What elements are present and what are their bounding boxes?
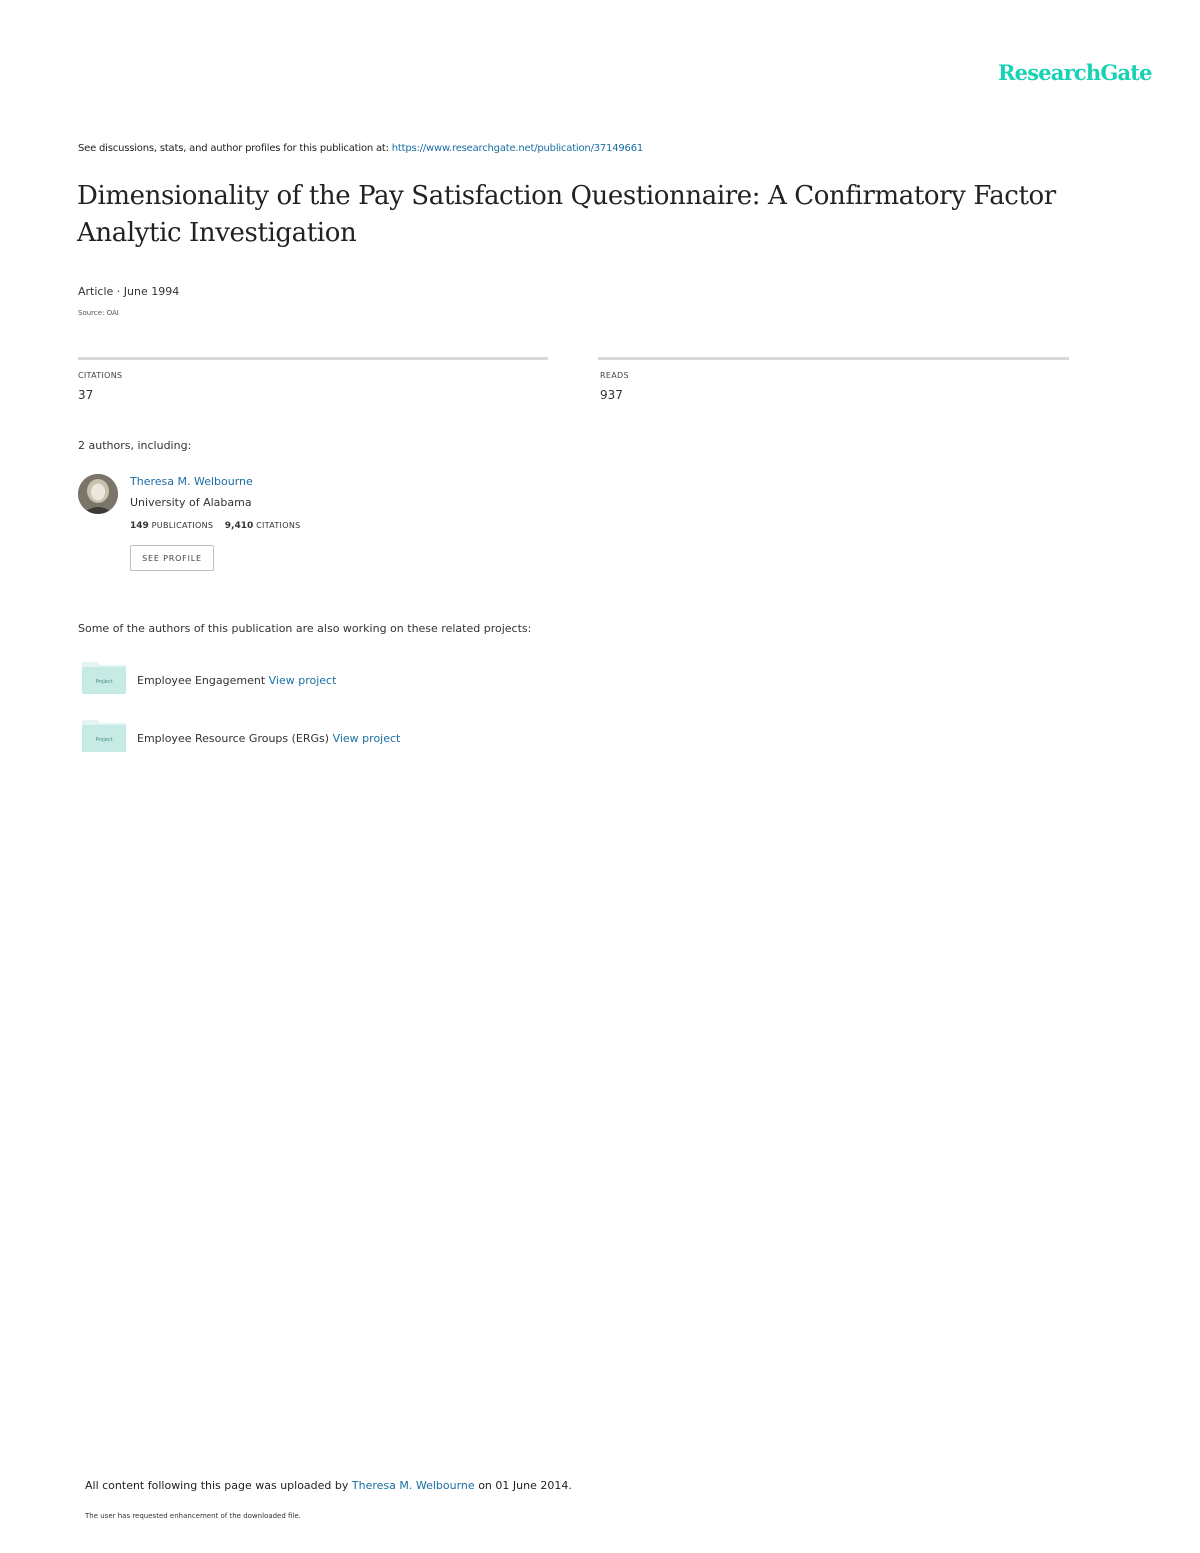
project-item [137,732,400,745]
reads-value: 937 [600,388,623,402]
author-institution: University of Alabama [130,496,252,509]
enhancement-note: The user has requested enhancement of the downloaded file. [85,1512,301,1520]
project-icon-label: Project [95,679,113,685]
see-discussions-text: See discussions, stats, and author profiles for this publication at: [78,143,389,154]
upload-prefix: All content following this page was uploaded by [85,1479,349,1492]
see-profile-button[interactable]: SEE PROFILE [130,545,214,571]
author-publications-label: PUBLICATIONS [151,521,214,530]
view-project-link[interactable]: View project [332,732,401,745]
citations-label: CITATIONS [78,371,123,380]
author-avatar[interactable] [78,474,118,514]
author-name-link[interactable]: Theresa M. Welbourne [130,475,253,488]
author-citations-count: 9,410 [224,521,254,531]
project-name: Employee Resource Groups (ERGs) [137,732,330,745]
publication-url-link[interactable]: https://www.researchgate.net/publication/37149661 [391,143,644,154]
project-item [137,674,336,687]
publication-source: Source: OAI [78,309,119,317]
projects-heading: Some of the authors of this publication are also working on these related projects: [78,622,532,635]
upload-notice [85,1479,572,1492]
project-folder-icon[interactable] [82,660,126,698]
authors-heading: 2 authors, including: [78,439,192,452]
reads-label: READS [600,371,629,380]
project-folder-icon[interactable] [82,718,126,756]
project-name: Employee Engagement [137,674,266,687]
upload-suffix: on 01 June 2014. [478,1479,572,1492]
project-icon-label: Project [95,737,113,743]
uploader-link[interactable]: Theresa M. Welbourne [351,1479,475,1492]
publication-type-date: Article · June 1994 [78,285,180,298]
see-discussions-line [78,143,643,154]
researchgate-logo[interactable]: ResearchGate [998,60,1152,85]
view-project-link[interactable]: View project [268,674,337,687]
citations-divider [78,357,548,360]
reads-divider [598,357,1069,360]
citations-value: 37 [78,388,94,402]
author-stats [130,521,300,531]
avatar-photo-icon [78,474,118,514]
author-publications-count: 149 [130,521,149,531]
author-citations-label: CITATIONS [256,521,301,530]
publication-title: Dimensionality of the Pay Satisfaction Questionnaire: A Confirmatory Factor Analytic Investigation [77,181,1056,248]
